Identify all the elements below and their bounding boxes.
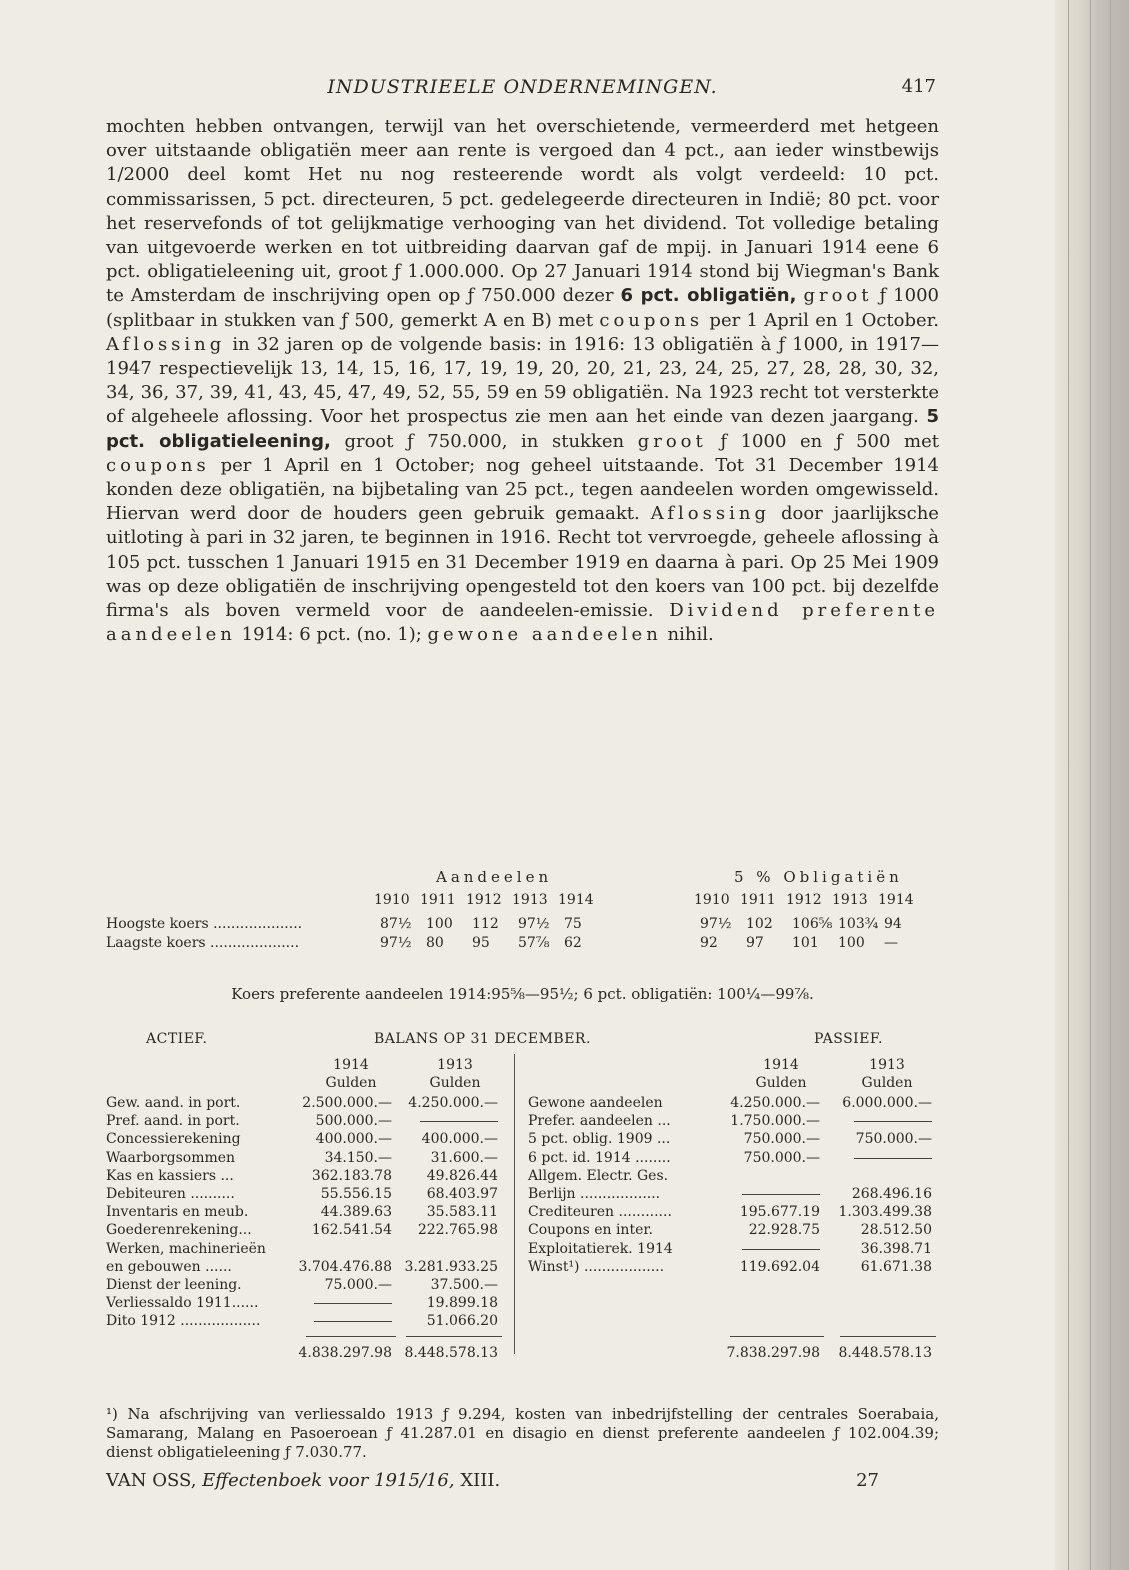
bold-heading: 6 pct. obligatiën, [620, 285, 797, 307]
empty-dash [742, 1249, 820, 1250]
passief-row-label: Prefer. aandeelen ... [528, 1113, 671, 1130]
passief-value-1914: 119.692.04 [739, 1258, 820, 1275]
actief-row-label: Dienst der leening. [106, 1277, 242, 1293]
year-label: 1912 [786, 892, 822, 908]
year-label: 1914 [333, 1057, 369, 1073]
author: VAN OSS, [106, 1470, 197, 1491]
empty-dash [420, 1121, 498, 1122]
text-run: groot ƒ 750.000, in stukken [344, 430, 625, 452]
year-label: 1913 [832, 892, 868, 908]
actief-total-1913: 8.448.578.13 [404, 1345, 498, 1361]
actief-value-1914: 34.150.— [324, 1149, 392, 1166]
spaced-text: Dividend preferente aandeelen [106, 600, 939, 646]
running-title: INDUSTRIEELE ONDERNEMINGEN. [327, 76, 718, 98]
spaced-text: groot [637, 430, 707, 452]
actief-value-1914: 75.000.— [324, 1277, 392, 1293]
passief-total-1914: 7.838.297.98 [726, 1345, 820, 1361]
actief-row-label: Gew. aand. in port. [106, 1095, 241, 1111]
passief-value-1913: 750.000.— [855, 1131, 932, 1148]
passief-value-1913: 36.398.71 [860, 1240, 932, 1257]
year-label: 1911 [420, 892, 456, 908]
actief-value-1913: 37.500.— [430, 1277, 498, 1293]
actief-value-1913: 68.403.97 [426, 1186, 498, 1202]
unit-label: Gulden [755, 1075, 807, 1091]
aandeelen-heading: Aandeelen [436, 868, 553, 886]
koers-note: Koers preferente aandeelen 1914:95⅝—95½; 6 pct. obligatiën: 100¼—99⅞. [231, 985, 814, 1003]
passief-total-1913: 8.448.578.13 [838, 1345, 932, 1361]
passief-value-1914: 750.000.— [743, 1149, 820, 1166]
spaced-text: coupons [599, 309, 704, 331]
actief-row-label: Waarborgsommen [106, 1149, 236, 1166]
page-footer [106, 1470, 939, 1496]
actief-value-1914: 2.500.000.— [302, 1095, 392, 1111]
actief-row-label: Goederenrekening... [106, 1222, 252, 1239]
koers-value: 101 [792, 935, 819, 951]
edge-line [1090, 0, 1091, 1570]
text-run: ƒ 1000 en ƒ 500 met [720, 430, 939, 452]
book-edge [1055, 0, 1129, 1570]
passief-value-1914: 750.000.— [743, 1131, 820, 1148]
koers-value: 97 [746, 935, 764, 951]
spaced-text: Aflossing [106, 333, 226, 355]
page-header [105, 76, 940, 102]
actief-value-1914: 500.000.— [315, 1113, 392, 1130]
year-label: 1910 [374, 892, 410, 908]
koers-value: 94 [884, 916, 902, 932]
actief-value-1914: 400.000.— [315, 1131, 392, 1148]
year-label: 1910 [694, 892, 730, 908]
total-rule [730, 1336, 824, 1337]
edge-line [1110, 0, 1111, 1570]
year-label: 1913 [869, 1057, 905, 1073]
actief-value-1913: 19.899.18 [426, 1295, 498, 1312]
passief-row-label: 6 pct. id. 1914 ........ [528, 1149, 671, 1166]
total-rule [840, 1336, 936, 1337]
actief-value-1913: 49.826.44 [426, 1167, 498, 1184]
passief-value-1913: 28.512.50 [860, 1222, 932, 1239]
source-line [106, 1470, 500, 1491]
koers-value: 112 [472, 916, 499, 932]
koers-value: 92 [700, 935, 718, 951]
book-title: Effectenboek voor 1915/16, [202, 1470, 455, 1491]
actief-row-label: Dito 1912 .................. [106, 1313, 261, 1330]
passief-row-label: Crediteuren ............ [528, 1204, 672, 1221]
text-run: nihil. [667, 624, 714, 646]
actief-row-label: en gebouwen ...... [106, 1258, 232, 1275]
passief-row-label: Coupons en inter. [528, 1222, 653, 1239]
column-divider [514, 1054, 515, 1354]
actief-value-1913: 4.250.000.— [408, 1095, 498, 1111]
actief-row-label: Werken, machinerieën [106, 1240, 266, 1257]
koers-row-label: Hoogste koers ..... [106, 916, 302, 932]
passief-value-1914: 4.250.000.— [730, 1095, 820, 1111]
empty-dash [854, 1121, 932, 1122]
passief-row-label: Berlijn .................. [528, 1186, 661, 1202]
text-run: 1914: 6 pct. (no. 1); [241, 624, 422, 646]
koers-value: 80 [426, 935, 444, 951]
actief-value-1913: 3.281.933.25 [404, 1258, 498, 1275]
passief-value-1914: 1.750.000.— [730, 1113, 820, 1130]
koers-value: — [884, 935, 898, 951]
text-run: per 1 April en 1 October; nog geheel uitstaande. Tot 31 December 1914 konden deze obligatiën, na bijbetaling van 25 pct., tegen aandeelen worden omgewisseld. Hiervan werd door de houders geen gebruik gemaakt. [106, 454, 939, 525]
actief-value-1914: 55.556.15 [320, 1186, 392, 1202]
koers-value: 87½ [380, 916, 412, 932]
actief-row-label: Pref. aand. in port. [106, 1113, 240, 1130]
empty-dash [314, 1303, 392, 1304]
passief-row-label: Allgem. Electr. Ges. [528, 1167, 669, 1184]
spaced-text: Aflossing [650, 503, 770, 525]
koers-value: 97½ [518, 916, 550, 932]
koers-value: 100 [426, 916, 453, 932]
actief-row-label: Concessierekening [106, 1131, 241, 1148]
koers-value: 97½ [700, 916, 732, 932]
actief-total-1914: 4.838.297.98 [298, 1345, 392, 1361]
text-run: per 1 April en 1 October. [709, 309, 939, 331]
spaced-text: groot [803, 285, 873, 307]
koers-value: 100 [838, 935, 865, 951]
passief-row-label: Winst¹) .................. [528, 1258, 665, 1275]
footnote: ¹) Na afschrijving van verliessaldo 1913 ƒ 9.294, kosten van inbedrijfstelling der centrales Soerabaia, Samarang, Malang en Pasoeroean ƒ 41.287.01 en disagio en dienst preferente aandeelen ƒ 102.004.39; dienst obligatieleening ƒ 7.030.77. [106, 1405, 939, 1461]
koers-value: 75 [564, 916, 582, 932]
passief-value-1914: 195.677.19 [739, 1204, 820, 1221]
actief-value-1914: 3.704.476.88 [298, 1258, 392, 1275]
spaced-text: coupons [106, 454, 210, 476]
year-label: 1911 [740, 892, 776, 908]
passief-value-1913: 61.671.38 [860, 1258, 932, 1275]
unit-label: Gulden [325, 1075, 377, 1091]
passief-row-label: Gewone aandeelen [528, 1095, 663, 1111]
year-label: 1912 [466, 892, 502, 908]
actief-value-1913: 222.765.98 [417, 1222, 498, 1239]
obligatien-heading: 5 % Obligatiën [734, 868, 903, 886]
unit-label: Gulden [429, 1075, 481, 1091]
koers-value: 102 [746, 916, 773, 932]
koers-table [106, 868, 939, 963]
actief-row-label: Kas en kassiers ... [106, 1167, 234, 1184]
total-rule [306, 1336, 396, 1337]
empty-dash [314, 1321, 392, 1322]
koers-value: 106⅝ [792, 916, 833, 932]
actief-row-label: Verliessaldo 1911...... [106, 1295, 259, 1312]
passief-value-1913: 6.000.000.— [842, 1095, 932, 1111]
text-run: door jaarlijksche uitloting à pari in 32 jaren, te beginnen in 1916. Recht tot vervroegde, geheele aflossing à 105 pct. tusschen 1 Januari 1915 en 31 December 1919 en daarna à pari. Op 25 Mei 1909 was op deze obligatiën de inschrijving opengesteld tot den koers van 100 pct. bij dezelfde firma's als boven vermeld voor de aandeelen-emissie. [106, 503, 939, 622]
empty-dash [742, 1194, 820, 1195]
spaced-text: gewone aandeelen [427, 624, 662, 646]
bold-heading: 5 pct. obligatieleening, [106, 406, 940, 452]
koers-value: 103¾ [838, 916, 879, 932]
empty-dash [854, 1158, 932, 1159]
balans-title: BALANS OP 31 DECEMBER. [374, 1031, 591, 1047]
page-number: 417 [901, 76, 936, 97]
actief-value-1913: 35.583.11 [426, 1204, 498, 1221]
edge-line [1068, 0, 1069, 1570]
passief-value-1913: 268.496.16 [851, 1186, 932, 1202]
koers-value: 57⅞ [518, 935, 550, 951]
passief-value-1914: 22.928.75 [748, 1222, 820, 1239]
signature-mark: 27 [856, 1470, 879, 1491]
year-label: 1914 [878, 892, 914, 908]
unit-label: Gulden [861, 1075, 913, 1091]
koers-value: 95 [472, 935, 490, 951]
actief-value-1913: 31.600.— [430, 1149, 498, 1166]
text-run: ƒ 1000 (splitbaar in stukken van ƒ 500, gemerkt A en B) met [106, 285, 939, 331]
year-label: 1913 [512, 892, 548, 908]
actief-value-1913: 400.000.— [421, 1131, 498, 1148]
actief-row-label: Debiteuren .......... [106, 1186, 235, 1202]
passief-value-1913: 1.303.499.38 [838, 1204, 932, 1221]
year-label: 1914 [763, 1057, 799, 1073]
paragraph [106, 115, 939, 647]
year-label: 1913 [437, 1057, 473, 1073]
passief-heading: PASSIEF. [814, 1031, 883, 1047]
passief-row-label: 5 pct. oblig. 1909 ... [528, 1131, 671, 1148]
text-run: in 32 jaren op de volgende basis: in 1916: 13 obligatiën à ƒ 1000, in 1917—1947 respectievelijk 13, 14, 15, 16, 17, 19, 19, 20, 20, 21, 23, 24, 25, 27, 28, 28, 30, 32, 34, 36, 37, 39, 41, 43, 45, 47, 49, 52, 55, 59 en 59 obligatiën. Na 1923 recht tot versterkte of algeheele aflossing. Voor het prospectus zie men aan het einde van dezen jaargang. [106, 333, 939, 428]
actief-value-1914: 44.389.63 [320, 1204, 392, 1221]
actief-value-1914: 362.183.78 [311, 1167, 392, 1184]
text-run: mochten hebben ontvangen, terwijl van het overschietende, vermeerderd met hetgeen over uitstaande obligatiën meer aan rente is vergoed dan 4 pct., aan ieder winstbewijs 1/2000 deel komt Het nu nog resteerende wordt als volgt verdeeld: 10 pct. commissarissen, 5 pct. directeuren, 5 pct. gedelegeerde directeuren in Indië; 80 pct. voor het reservefonds of tot gelijkmatige verhooging van het dividend. Tot volledige betaling van uitgevoerde werken en tot uitbreiding daarvan gaf de mpij. in Januari 1914 eene 6 pct. obligatieleening uit, groot ƒ 1.000.000. Op 27 Januari 1914 stond bij Wiegman's Bank te Amsterdam de inschrijving open op ƒ 750.000 dezer [106, 116, 939, 307]
koers-row-label: Laagste koers ..... [106, 935, 299, 951]
passief-row-label: Exploitatierek. 1914 [528, 1240, 673, 1257]
volume: XIII. [460, 1470, 501, 1491]
total-rule [406, 1336, 502, 1337]
actief-heading: ACTIEF. [146, 1031, 208, 1047]
actief-row-label: Inventaris en meub. [106, 1204, 249, 1221]
koers-value: 97½ [380, 935, 412, 951]
koers-value: 62 [564, 935, 582, 951]
year-label: 1914 [558, 892, 594, 908]
actief-value-1913: 51.066.20 [426, 1313, 498, 1330]
body-text [106, 115, 939, 647]
actief-value-1914: 162.541.54 [311, 1222, 392, 1239]
